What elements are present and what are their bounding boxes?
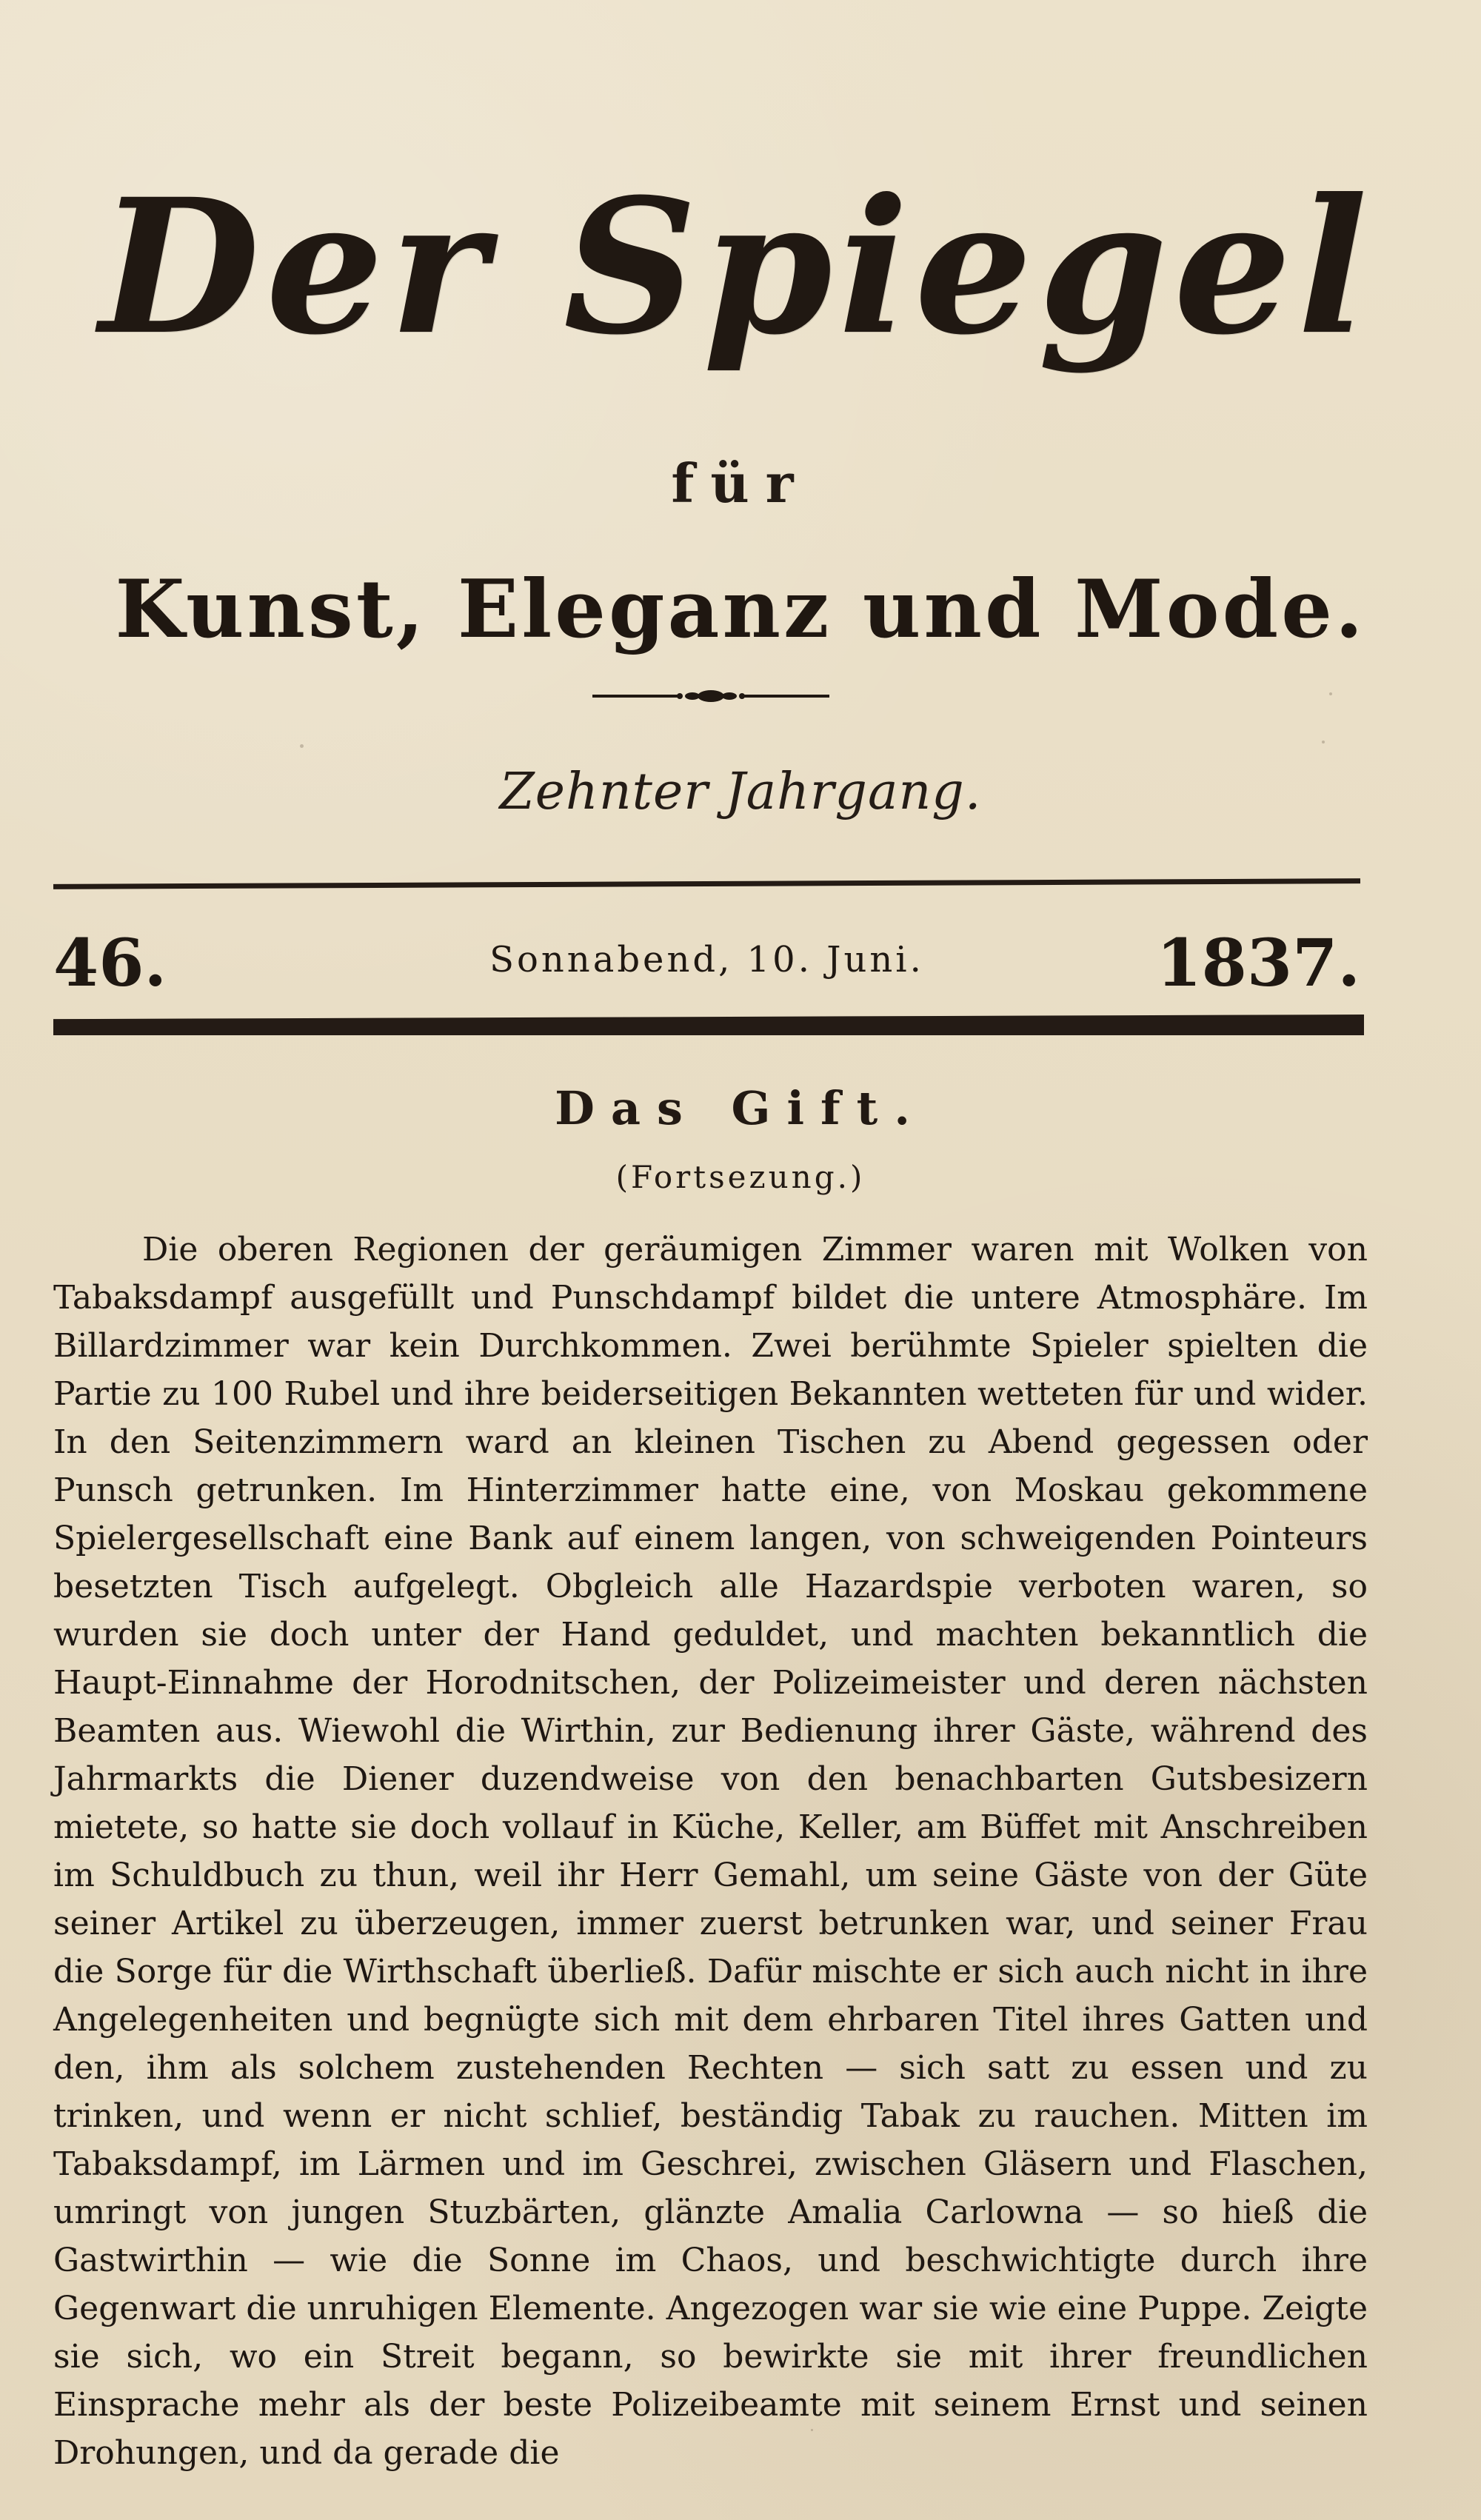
- newspaper-title: Der Spiegel: [99, 158, 1374, 375]
- newspaper-subtitle: Kunst, Eleganz und Mode.: [115, 563, 1366, 656]
- paper-speck: [300, 744, 304, 748]
- article-title: Das Gift.: [555, 1081, 926, 1135]
- issue-year: 1837.: [1156, 924, 1360, 1001]
- title-ornament: [592, 685, 829, 707]
- paper-speck: [1322, 741, 1325, 743]
- paper-speck: [1329, 692, 1332, 695]
- article-body: [53, 1226, 1368, 2472]
- edition-year-line: Zehnter Jahrgang.: [499, 763, 982, 821]
- article-subtitle: (Fortsezung.): [615, 1159, 866, 1195]
- issue-date: Sonnabend, 10. Juni.: [489, 939, 924, 980]
- issue-row: [53, 924, 1360, 1006]
- issue-number: 46.: [53, 924, 167, 1001]
- top-rule: [53, 878, 1360, 889]
- article-paragraph: Die oberen Regionen der geräumigen Zimmer waren mit Wolken von Tabaksdampf ausgefüllt und Punschdampf bildet die untere Atmosphäre. Im Billardzimmer war kein Durchkommen. Zwei berühmte Spieler spielten die Partie zu 100 Rubel und ihre beiderseitigen Bekannten wetteten für und wider. In den Seitenzimmern ward an kleinen Tischen zu Abend gegessen oder Punsch getrunken. Im Hinterzimmer hatte eine, von Moskau gekommene Spielergesellschaft eine Bank auf einem langen, von schweigenden Pointeurs besetzten Tisch aufgelegt. Obgleich alle Hazardspie verboten waren, so wurden sie doch unter der Hand geduldet, und machten bekanntlich die Haupt-Einnahme der Horodnitschen, der Polizeimeister und deren nächsten Beamten aus. Wiewohl die Wirthin, zur Bedienung ihrer Gäste, während des Jahrmarkts die Diener duzendweise von den benachbarten Gutsbesizern mietete, so hatte sie doch vollauf in Küche, Keller, am Büffet mit Anschreiben im Schuldbuch zu thun, weil ihr Herr Gemahl, um seine Gäste von der Güte seiner Artikel zu überzeugen, immer zuerst betrunken war, und seiner Frau die Sorge für die Wirthschaft überließ. Dafür mischte er sich auch nicht in ihre Angelegenheiten und begnügte sich mit dem ehrbaren Titel ihres Gatten und den, ihm als solchem zustehenden Rechten — sich satt zu essen und zu trinken, und wenn er nicht schlief, beständig Tabak zu rauchen. Mitten im Tabaksdampf, im Lärmen und im Geschrei, zwischen Gläsern und Flaschen, umringt von jungen Stuzbärten, glänzte Amalia Carlowna — so hieß die Gastwirthin — wie die Sonne im Chaos, und beschwichtigte durch ihre Gegenwart die unruhigen Elemente. Angezogen war sie wie eine Puppe. Zeigte sie sich, wo ein Streit begann, so bewirkte sie mit ihrer freundlichen Einsprache mehr als der beste Polizeibeamte mit seinem Ernst und seinen Drohungen, und da gerade die: [53, 1231, 1368, 2472]
- newspaper-for-line: für: [671, 452, 810, 515]
- bottom-rule: [53, 1015, 1364, 1035]
